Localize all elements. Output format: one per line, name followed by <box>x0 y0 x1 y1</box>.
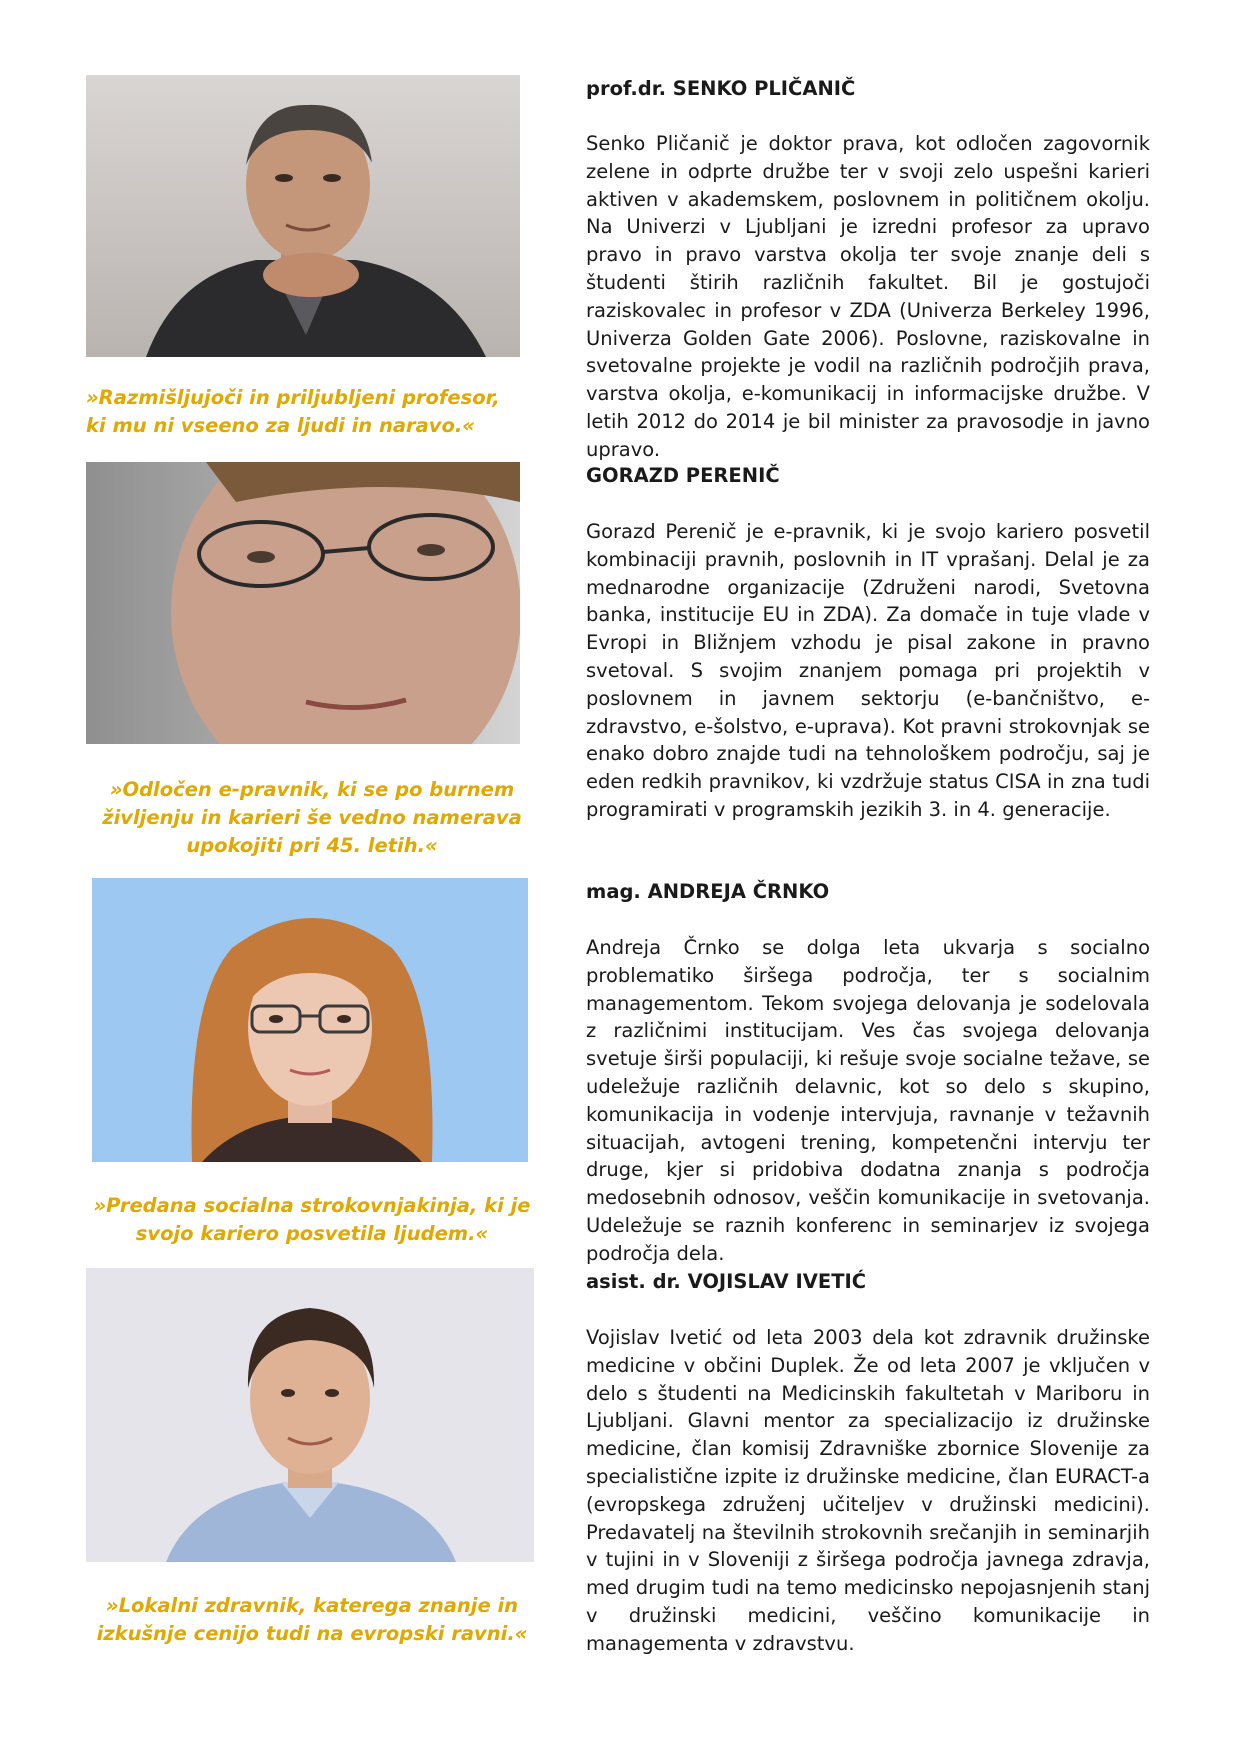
person-name-senko-plicanic: prof.dr. SENKO PLIČANIČ <box>586 77 856 100</box>
portrait-photo-andreja-crnko <box>92 878 528 1162</box>
quote-senko-plicanic: »Razmišljujoči in priljubljeni profesor, ki mu ni vseeno za ljudi in naravo.« <box>86 386 500 437</box>
portrait-photo-gorazd-perenic <box>86 462 520 744</box>
person-name-gorazd-perenic: GORAZD PERENIČ <box>586 464 780 487</box>
portrait-photo-senko-plicanic <box>86 75 520 357</box>
person-name-vojislav-ivetic: asist. dr. VOJISLAV IVETIĆ <box>586 1270 867 1293</box>
bio-senko-plicanic: Senko Pličanič je doktor prava, kot odločen zagovornik zelene in odprte družbe ter v svoji zelo uspešni karieri aktiven v akademskem, poslovnem in političnem okolju. Na Univerzi v Ljubljani je izredni profesor za upravo pravo in pravo varstva okolja ter svoje znanje deli s študenti štirih različnih fakultet. Bil je gostujoči raziskovalec in profesor v ZDA (Univerza Berkeley 1996, Univerza Golden Gate 2006). Poslovne, raziskovalne in svetovalne projekte je vodil na različnih področjih prava, varstva okolja, e-komunikacij in informacijske družbe. V letih 2012 do 2014 je bil minister za pravosodje in javno upravo. <box>586 132 1150 461</box>
quote-vojislav-ivetic: »Lokalni zdravnik, katerega znanje in izkušnje cenijo tudi na evropski ravni.« <box>96 1594 528 1645</box>
bio-andreja-crnko: Andreja Črnko se dolga leta ukvarja s socialno problematiko širšega področja, ter s socialnim managementom. Tekom svojega delovanja je sodelovala z različnimi institucijam. Ves čas svojega delovanja svetuje širši populaciji, ki rešuje svoje socialne težave, se udeležuje različnih delavnic, kot so delo s skupino, komunikacija in vodenje intervjuja, ravnanje v težavnih situacijah, avtogeni trening, kompetenčni intervju ter druge, kjer si pridobiva dodatna znanja s področja medosebnih odnosov, veščin komunikacije in svetovanja. Udeležuje se raznih konferenc in seminarjev iz svojega področja dela. <box>586 936 1150 1265</box>
person-name-andreja-crnko: mag. ANDREJA ČRNKO <box>586 880 830 903</box>
quote-andreja-crnko: »Predana socialna strokovnjakinja, ki je svojo kariero posvetila ljudem.« <box>93 1194 531 1245</box>
bio-gorazd-perenic: Gorazd Perenič je e-pravnik, ki je svojo kariero posvetil kombinaciji pravnih, poslovnih in IT vprašanj. Delal je za mednarodne organizacije (Združeni narodi, Svetovna banka, institucije EU in ZDA). Za domače in tuje vlade v Evropi in Bližnjem vzhodu je pisal zakone in pravno svetoval. S svojim znanjem pomaga pri projektih v poslovnem in javnem sektorju (e-bančništvo, e-zdravstvo, e-šolstvo, e-uprava). Kot pravni strokovnjak se enako dobro znajde tudi na tehnološkem področju, saj je eden redkih pravnikov, ki vzdržuje status CISA in zna tudi programirati v programskih jezikih 3. in 4. generacije. <box>586 520 1150 821</box>
quote-gorazd-perenic: »Odločen e-pravnik, ki se po burnem življenju in karieri še vedno namerava upokojiti pri 45. letih.« <box>102 778 522 857</box>
bio-vojislav-ivetic: Vojislav Ivetić od leta 2003 dela kot zdravnik družinske medicine v občini Duplek. Že od leta 2007 je vključen v delo s študenti na Medicinskih fakultetah v Mariboru in Ljubljani. Glavni mentor za specializacijo iz družinske medicine, član komisij Zdravniške zbornice Slovenije za specialistične izpite iz družinske medicine, član EURACT-a (evropskega združenj učiteljev v družinski medicini). Predavatelj na številnih strokovnih srečanjih in seminarjih v tujini in v Sloveniji z širšega področja javnega zdravja, med drugim tudi na temo medicinsko nepojasnjenih stanj v družinski medicini, veščino komunikacije in managementa v zdravstvu. <box>586 1326 1150 1655</box>
portrait-photo-vojislav-ivetic <box>86 1268 534 1562</box>
